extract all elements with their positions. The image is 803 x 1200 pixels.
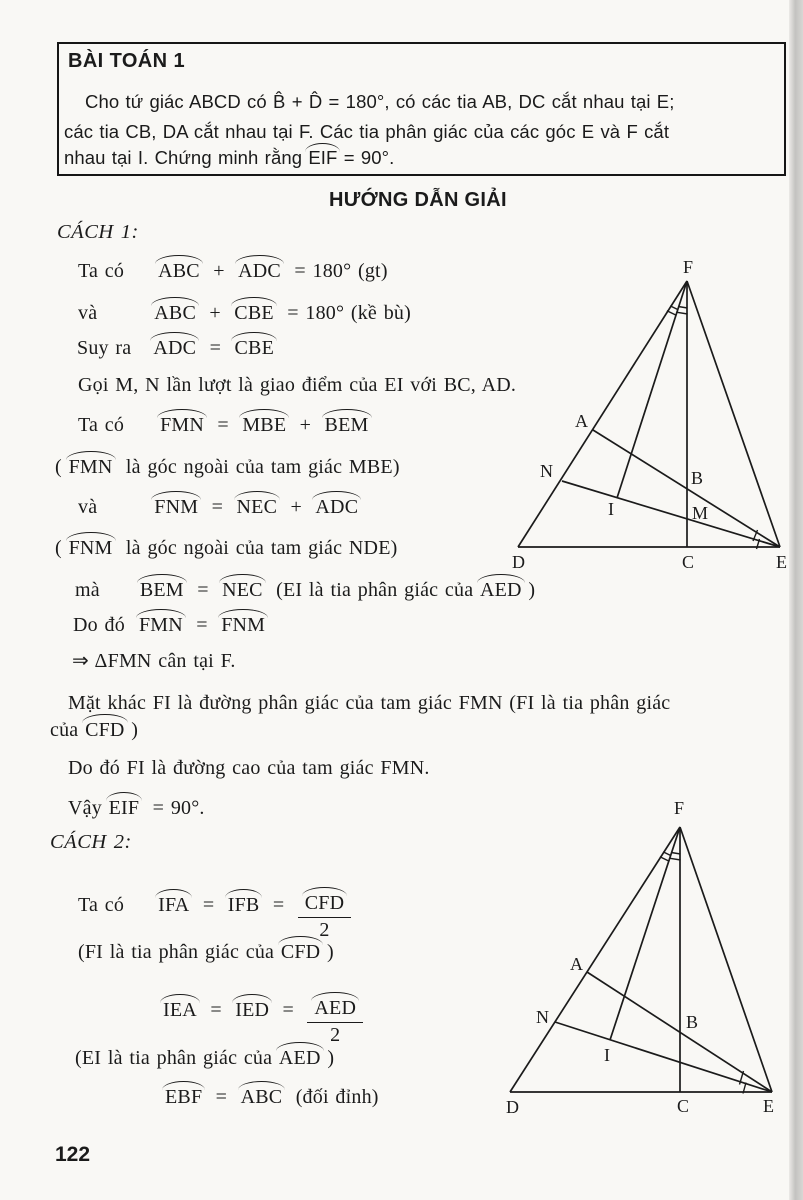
point-label-E: E <box>763 1096 774 1116</box>
diagram-edge <box>680 827 772 1092</box>
angle-name: IFA <box>158 894 190 916</box>
triangle-diagram-2 <box>480 795 800 1127</box>
point-label-D: D <box>506 1097 519 1117</box>
angle-name: FMN <box>160 414 205 436</box>
text-run: = <box>196 337 235 359</box>
text-run: là góc ngoài của tam giác MBE) <box>112 456 400 478</box>
line-fi-note <box>78 942 334 962</box>
method-2-label <box>50 832 132 853</box>
angle-name: IED <box>235 999 270 1021</box>
text-run: Gọi M, N lần lượt là giao điểm của EI với BC, AD. <box>78 374 517 396</box>
fraction-numerator <box>307 992 363 1023</box>
angle-tick <box>660 857 670 862</box>
point-label-I: I <box>604 1045 610 1065</box>
text-run: CÁCH 2: <box>50 831 132 853</box>
angle-name: AED <box>314 997 357 1019</box>
angle-name: BEM <box>139 579 184 601</box>
line-va-1 <box>78 303 411 323</box>
point-label-A: A <box>570 954 583 974</box>
point-label-B: B <box>686 1012 699 1032</box>
line-cua-cfd <box>50 720 138 740</box>
text-run: mà <box>75 579 100 601</box>
fraction-denominator: 2 <box>319 919 330 941</box>
problem-line-1 <box>85 93 674 112</box>
text-run: = 90°. <box>337 147 395 168</box>
angle-tick <box>678 307 687 309</box>
point-label-C: C <box>677 1096 690 1116</box>
triangle-diagram-1 <box>480 252 800 582</box>
line-ta-co-1 <box>78 261 388 281</box>
line-vay <box>68 798 205 818</box>
angle-name: ADC <box>238 260 281 282</box>
point-label-D: D <box>512 552 525 572</box>
line-fnm-note <box>55 538 397 558</box>
diagram-edge <box>617 281 687 498</box>
point-label-F: F <box>674 798 685 818</box>
angle-name: EIF <box>308 147 338 168</box>
text-run: Vậy <box>68 797 109 819</box>
point-label-B: B <box>691 468 704 488</box>
angle-tick <box>669 858 680 860</box>
text-run: = <box>182 614 222 636</box>
text-run: ( <box>55 537 69 559</box>
angle-name: FMN <box>68 456 113 478</box>
diagram-edge <box>518 281 687 547</box>
problem-title: BÀI TOÁN 1 <box>68 50 185 72</box>
text-run: = 90°. <box>139 797 205 819</box>
text-run: = 180° (kề bù) <box>273 302 411 324</box>
text-run: Mặt khác FI là đường phân giác của tam giác FMN (FI là tia phân giác <box>68 692 671 714</box>
diagram-edge <box>510 827 680 1092</box>
text-run: (FI là tia phân giác của <box>78 941 281 963</box>
text-run: = <box>259 894 298 916</box>
line-va-2 <box>78 497 358 517</box>
line-iea <box>163 992 363 1046</box>
angle-name: MBE <box>242 414 287 436</box>
text-run: ) <box>521 579 536 601</box>
line-goi-mn <box>78 375 516 395</box>
text-run: = <box>204 414 243 436</box>
point-label-F: F <box>683 257 694 277</box>
diagram-edge <box>562 481 780 547</box>
text-run: CÁCH 1: <box>57 221 139 243</box>
text-run: (EI là tia phân giác của <box>262 579 480 601</box>
text-run: ) <box>124 719 139 741</box>
point-label-E: E <box>776 552 787 572</box>
angle-name: ABC <box>240 1086 283 1108</box>
angle-name: ADC <box>153 337 197 359</box>
text-run: Do đó <box>73 614 125 636</box>
angle-name: CBE <box>234 337 274 359</box>
fraction <box>307 992 363 1046</box>
angle-name: AED <box>278 1047 321 1069</box>
angle-name: FNM <box>221 614 266 636</box>
text-run: = 180° (gt) <box>280 260 388 282</box>
text-run: + <box>196 302 235 324</box>
fraction-numerator <box>298 887 352 918</box>
text-run: Cho tứ giác ABCD có B̂ + D̂ = 180°, có các tia AB, DC cắt nhau tại E; <box>85 91 675 112</box>
diagram-edge <box>555 1022 772 1092</box>
text-run: là góc ngoài của tam giác NDE) <box>112 537 398 559</box>
angle-name: FNM <box>68 537 113 559</box>
text-run: = <box>198 496 237 518</box>
text-run: = <box>202 1086 241 1108</box>
text-run: = <box>269 999 308 1021</box>
angle-name: BEM <box>324 414 369 436</box>
text-run: Ta có <box>78 894 125 916</box>
angle-name: EBF <box>165 1086 203 1108</box>
point-label-A: A <box>575 411 588 431</box>
text-run: Ta có <box>78 260 125 282</box>
line-ma <box>75 580 535 600</box>
line-mat-khac <box>68 693 670 713</box>
angle-tick <box>671 853 680 855</box>
line-ei-note <box>75 1048 334 1068</box>
angle-name: FNM <box>154 496 199 518</box>
fraction <box>298 887 352 941</box>
text-run: các tia CB, DA cắt nhau tại F. Các tia phân giác của các góc E và F cắt <box>64 121 670 142</box>
diagram-edge <box>610 827 680 1040</box>
page-number: 122 <box>55 1143 91 1166</box>
angle-name: NEC <box>236 496 278 518</box>
text-run: Ta có <box>78 414 125 436</box>
text-run: của <box>50 719 86 741</box>
line-ta-co-2 <box>78 415 369 435</box>
text-run: và <box>78 302 98 324</box>
angle-tick <box>663 852 671 856</box>
angle-name: ADC <box>315 496 359 518</box>
line-do-do-2 <box>68 758 430 778</box>
text-run: (đối đỉnh) <box>282 1086 379 1108</box>
text-run: = <box>189 894 228 916</box>
text-run: ) <box>320 1047 335 1069</box>
angle-tick <box>676 312 687 314</box>
angle-tick <box>670 306 678 310</box>
line-ebf <box>165 1087 379 1107</box>
text-run: Suy ra <box>77 337 132 359</box>
angle-name: ABC <box>154 302 197 324</box>
angle-name: IFB <box>227 894 260 916</box>
point-label-N: N <box>540 461 553 481</box>
angle-name: AED <box>480 579 522 601</box>
text-run: nhau tại I. Chứng minh rằng <box>64 147 309 168</box>
text-run: (EI là tia phân giác của <box>75 1047 279 1069</box>
angle-name: IEA <box>163 999 197 1021</box>
solution-heading: HƯỚNG DẪN GIẢI <box>329 189 507 211</box>
point-label-C: C <box>682 552 695 572</box>
line-fmn-note <box>55 457 400 477</box>
text-run: = <box>183 579 223 601</box>
text-run: + <box>286 414 325 436</box>
angle-name: NEC <box>222 579 263 601</box>
angle-name: CBE <box>234 302 274 324</box>
point-label-I: I <box>608 499 614 519</box>
text-run: ( <box>55 456 69 478</box>
method-1-label <box>57 222 139 243</box>
line-do-do-1 <box>73 615 265 635</box>
angle-name: EIF <box>108 797 140 819</box>
text-run: ⇒ ΔFMN cân tại F. <box>72 650 236 672</box>
angle-name: ABC <box>158 260 200 282</box>
problem-line-3 <box>64 149 394 168</box>
scan-edge-shadow <box>789 0 803 1200</box>
angle-name: FMN <box>138 614 183 636</box>
angle-tick <box>667 311 677 316</box>
angle-name: CFD <box>304 892 345 914</box>
angle-name: CFD <box>85 719 125 741</box>
line-suy-ra <box>77 338 274 358</box>
problem-line-2 <box>64 123 669 142</box>
text-run: + <box>199 260 239 282</box>
text-run: ) <box>320 941 334 963</box>
angle-name: CFD <box>280 941 321 963</box>
text-run: + <box>277 496 316 518</box>
line-can-tai-f <box>72 651 236 671</box>
text-run: = <box>196 999 236 1021</box>
fraction-denominator: 2 <box>330 1024 341 1046</box>
point-label-M: M <box>692 503 709 523</box>
point-label-N: N <box>536 1007 549 1027</box>
line-ta-co-3 <box>78 887 351 941</box>
text-run: và <box>78 496 98 518</box>
text-run: Do đó FI là đường cao của tam giác FMN. <box>68 757 430 779</box>
